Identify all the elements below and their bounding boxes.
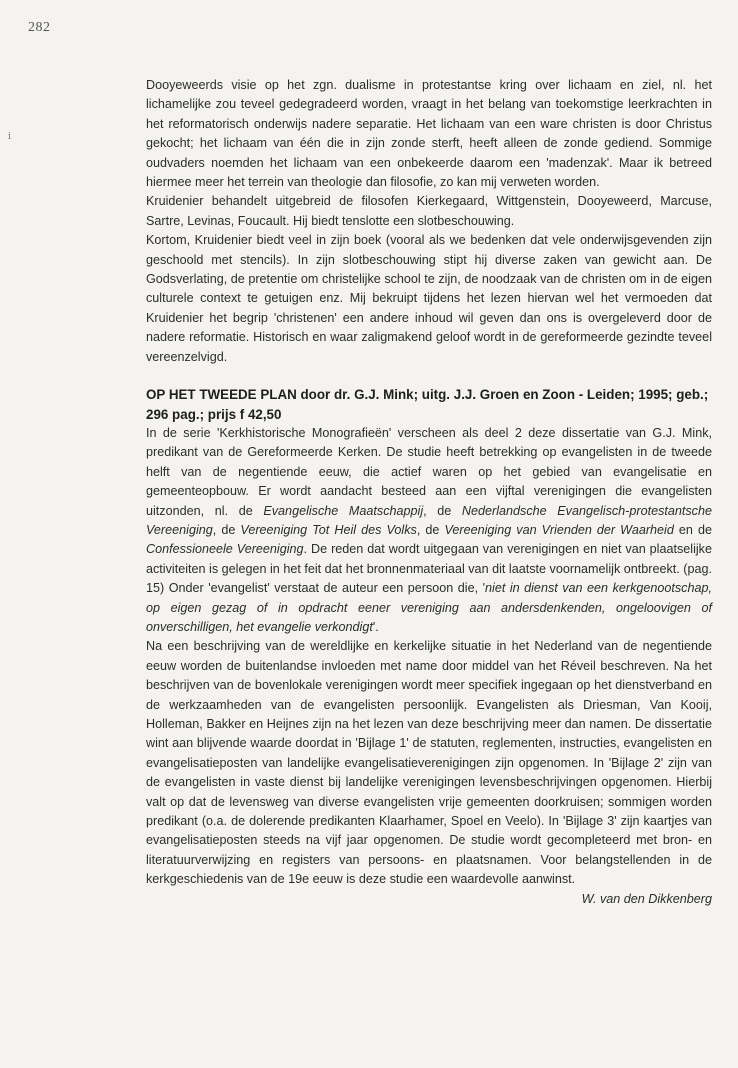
org-name-5: Confessioneele Vereeniging xyxy=(146,542,304,557)
review-p1-text-b: , de xyxy=(423,503,462,518)
intro-paragraph-1: Dooyeweerds visie op het zgn. dualisme in protestantse kring over lichaam en ziel, nl. het lichamelijke zou teveel gedegradeerd worden, vraagt in het belang van toekomstige leerkrachten in het reformatorisch onderwijs nadere separatie. Het lichaam van een ware christen is door Christus gekocht; het lichaam van één die in zijn zonde sterft, heeft alleen de zonde gediend. Sommige oudvaders noemden het lichaam van een onbekeerde daarom een 'madenzak'. Maar ik betreed hiermee meer het terrein van theologie dan filosofie, zo kan mij verweten worden. xyxy=(146,78,712,190)
margin-mark: i xyxy=(8,132,11,142)
org-name-2: Nederlandsche Evangelisch-protestantsche Vereeniging xyxy=(146,503,712,537)
review-p1-text-d: , de xyxy=(416,522,445,537)
reviewer-signature: W. van den Dikkenberg xyxy=(581,891,712,906)
review-p1-text-a: In de serie 'Kerkhistorische Monografieën' verscheen als deel 2 deze dissertatie van G.J. Mink, predikant van de Gereformeerde Kerken. De studie heeft betrekking op evangelisten in de tweede helft van de negentiende eeuw, die actief waren op het gebied van evangelisatie en gemeenteopbouw. Er wordt aandacht besteed aan een vijftal verenigingen die evangelisten uitzonden, nl. de xyxy=(146,425,712,518)
review-p1-text-c: , de xyxy=(212,522,241,537)
evangelist-definition-quote: niet in dienst van een kerkgenootschap, op eigen gezag of in opdracht eener vereniging aan andersdenkenden, ongeloovigen of onverschilligen, het evangelie verkondigt xyxy=(146,581,712,634)
page-number: 282 xyxy=(28,20,51,35)
review-p1-text-f: . De reden dat wordt uitgegaan van verenigingen en niet van plaatselijke activiteiten is gelegen in het feit dat het bronnenmateriaal van dit laatste voornamelijk ontbreekt. (pag. 15) Onder 'evangelist' verstaat de auteur een persoon die, ' xyxy=(146,542,712,596)
review-p1-text-e: en de xyxy=(673,522,713,537)
org-name-1: Evangelische Maatschappij xyxy=(263,503,424,518)
review-p1-text-g: '. xyxy=(372,619,379,634)
review-heading: OP HET TWEEDE PLAN door dr. G.J. Mink; uitg. J.J. Groen en Zoon - Leiden; 1995; geb.; 296 pag.; prijs f 42,50 xyxy=(146,387,709,422)
review-paragraph-2: Na een beschrijving van de wereldlijke en kerkelijke situatie in het Nederland van de negentiende eeuw worden de buitenlandse invloeden met name door middel van het Réveil beschreven. Na het beschrijven van de bovenlokale verenigingen wordt meer specifiek ingegaan op het dienstverband en de werkzaamheden van de evangelisten persoonlijk. Evangelisten als Driesman, Van Kooij, Holleman, Bakker en Heijnes zijn na het lezen van deze beschrijving meer dan namen. De dissertatie wint aan blijvende waarde doordat in 'Bijlage 1' de statuten, reglementen, instructies, evangelisten en evangelisatieposten van landelijke evangelisatieverenigingen zijn opgenomen. In 'Bijlage 2' zijn van de evangelisten in vaste dienst bij landelijke verenigingen levensbeschrijvingen opgenomen. Hierbij valt op dat de levensweg van diverse evangelisten vrije gemeenten doorkruisen; sommigen worden predikant (o.a. de dolerende predikanten Klaarhamer, Spoel en Veelo). In 'Bijlage 3' zijn kaartjes van evangelisatieposten steeds na vijf jaar opgenomen. De studie wordt gecompleteerd met bron- en literatuurverwijzing en registers van persoons- en plaatsnamen. Voor belangstellenden in de kerkgeschiedenis van de 19e eeuw is deze studie een waardevolle aanwinst. xyxy=(146,639,712,887)
intro-paragraph-2: Kruidenier behandelt uitgebreid de filosofen Kierkegaard, Wittgenstein, Dooyeweerd, Marcuse, Sartre, Levinas, Foucault. Hij biedt tenslotte een slotbeschouwing. xyxy=(146,194,712,228)
org-name-3: Vereeniging Tot Heil des Volks xyxy=(240,522,417,537)
org-name-4: Vereeniging van Vrienden der Waarheid xyxy=(444,522,674,537)
intro-paragraph-3: Kortom, Kruidenier biedt veel in zijn boek (vooral als we bedenken dat vele onderwijsgevenden zijn geschoold met stencils). In zijn slotbeschouwing stipt hij diverse zaken van gewicht aan. De Godsverlating, de pretentie om christelijke school te zijn, de noodzaak van de christen om in de eigen culturele context te getuigen enz. Mij bekruipt tijdens het lezen hiervan wel het vermoeden dat Kruidenier het begrip 'christenen' een andere inhoud wil geven dan ons is overgeleverd door de nadere reformatie. Historisch en waar zaligmakend geloof wordt in de gereformeerde gezindte teveel vereenzelvigd. xyxy=(146,233,712,364)
review-paragraph-1 xyxy=(146,424,712,637)
text-column xyxy=(146,76,712,909)
